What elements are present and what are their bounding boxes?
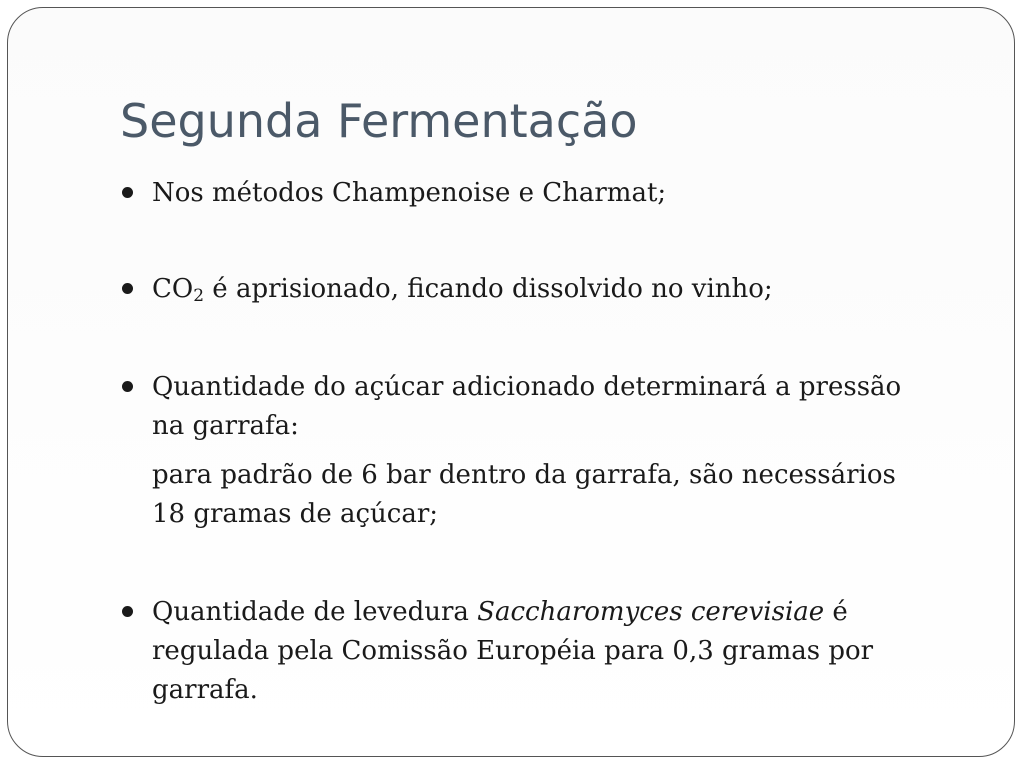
bullet-text [152, 270, 932, 309]
sub-paragraph: para padrão de 6 bar dentro da garrafa, são necessários 18 gramas de açúcar; [152, 460, 896, 529]
bullet-text [152, 593, 932, 710]
bullet-text: Quantidade do açúcar adicionado determinará a pressão na garrafa: [152, 372, 902, 441]
bullet-dot-icon [122, 381, 133, 392]
bullet-text-after: é regulada pela Comissão Européia para 0,3 gramas por garrafa. [152, 597, 874, 705]
bullet-dot-icon [122, 283, 133, 294]
bullet-dot-icon [122, 187, 133, 198]
bullet-text: Nos métodos Champenoise e Charmat; [152, 178, 667, 208]
bullet-dot-icon [122, 606, 133, 617]
bullet-text-rest: é aprisionado, ficando dissolvido no vinho; [204, 274, 773, 304]
slide-frame [7, 7, 1015, 757]
species-name: Saccharomyces cerevisiae [477, 597, 825, 627]
bullet-text-before: Quantidade de levedura [152, 597, 478, 627]
slide-title: Segunda Fermentação [120, 94, 638, 148]
chemical-formula: CO [152, 274, 194, 304]
formula-subscript: 2 [193, 286, 205, 306]
